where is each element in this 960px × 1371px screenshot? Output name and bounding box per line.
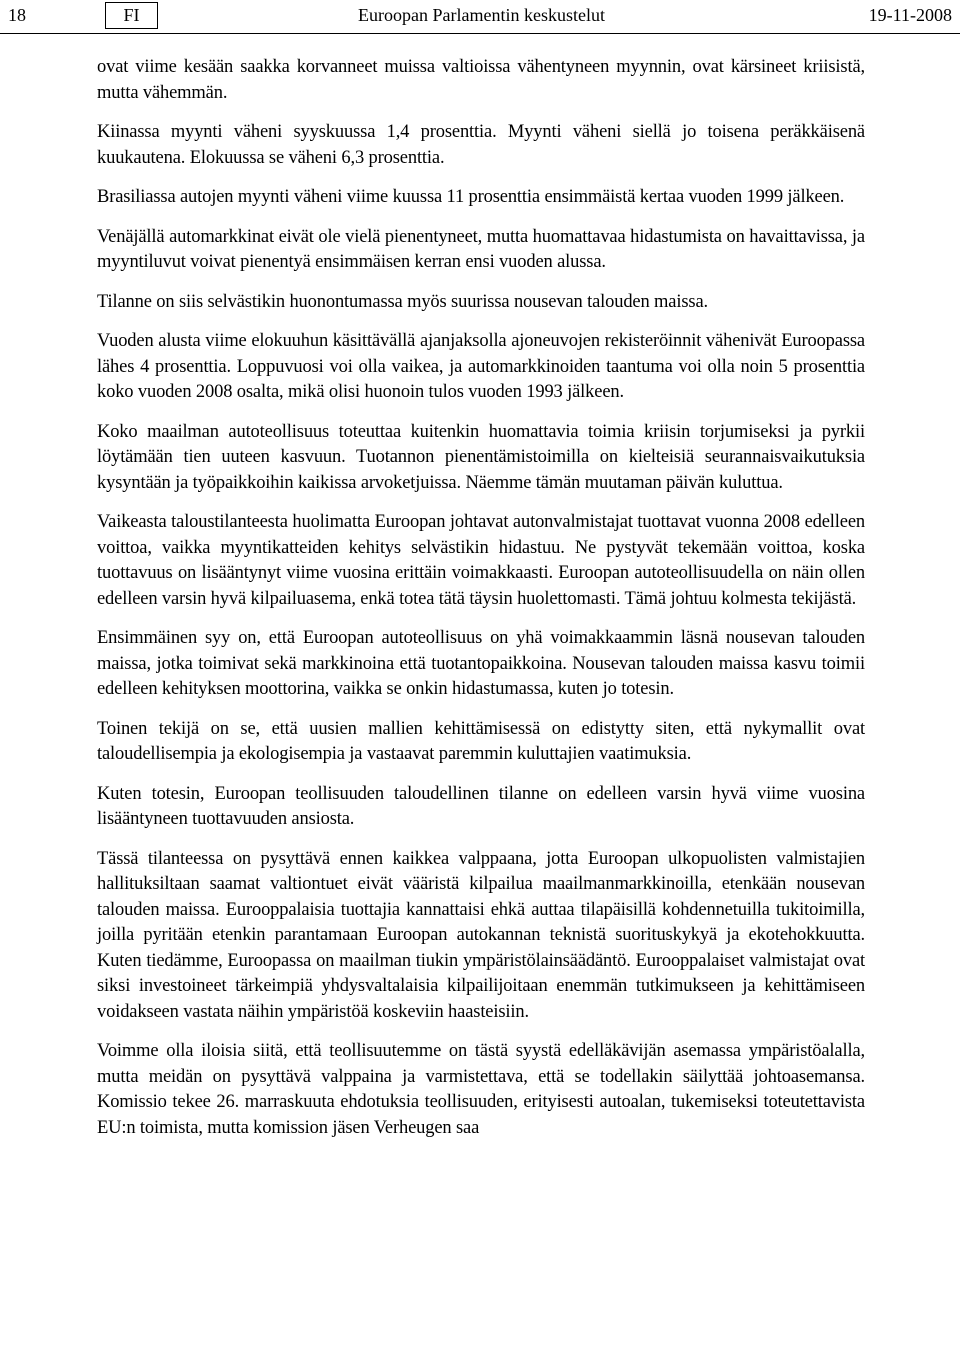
paragraph: Koko maailman autoteollisuus toteuttaa kuitenkin huomattavia toimia kriisin torjumiseksi ja pyrkii löytämään tien uuteen kasvuun. Tuotannon pienentämistoimilla on kielteisiä seurannaisvaikutuksia kysyntään ja työpaikkoihin kaikissa arvoketjuissa. Näemme tämän muutaman päivän kuluttua. <box>97 421 865 493</box>
page-number: 18 <box>8 5 26 25</box>
paragraph: Kuten totesin, Euroopan teollisuuden taloudellinen tilanne on edelleen varsin hyvä viime vuosina lisääntyneen tuottavuuden ansiosta. <box>97 783 865 829</box>
paragraph: Venäjällä automarkkinat eivät ole vielä pienentyneet, mutta huomattavaa hidastumista on havaittavissa, ja myyntiluvut voivat pienentyä ensimmäisen kerran ensi vuoden alussa. <box>97 226 865 272</box>
paragraph: ovat viime kesään saakka korvanneet muissa valtioissa vähentyneen myynnin, ovat kärsineet kriisistä, mutta vähemmän. <box>97 57 865 103</box>
paragraph: Kiinassa myynti väheni syyskuussa 1,4 prosenttia. Myynti väheni siellä jo toisena peräkkäisenä kuukautena. Elokuussa se väheni 6,3 prosenttia. <box>97 122 865 168</box>
paragraph: Brasiliassa autojen myynti väheni viime kuussa 11 prosenttia ensimmäistä kertaa vuoden 1999 jälkeen. <box>97 187 845 207</box>
paragraph: Tilanne on siis selvästikin huonontumassa myös suurissa nousevan talouden maissa. <box>97 291 708 312</box>
paragraph: Tässä tilanteessa on pysyttävä ennen kaikkea valppaana, jotta Euroopan ulkopuolisten valmistajien hallituksiltaan saamat valtiontuet eivät vääristä kilpailua maailmanmarkkinoilla, etenkään nousevan talouden maissa. Eurooppalaisia tuottajia kannattaisi ehkä auttaa tilapäisillä kohdennetuilla tukitoimilla, joilla pyritään etenkin parantamaan Euroopan autokannan teknistä suorituskykyä ja ekotehokkuutta. Kuten tiedämme, Euroopassa on maailman tiukin ympäristölainsäädäntö. Eurooppalaiset valmistajat ovat siksi investoineet tärkeimpiä yhdysvaltalaisia kilpailijoitaan enemmän tutkimukseen ja kehittämiseen voidakseen vastata näihin ympäristöä koskeviin haasteisiin. <box>97 848 865 1022</box>
paragraph: Vuoden alusta viime elokuuhun käsittävällä ajanjaksolla ajoneuvojen rekisteröinnit vähenivät Euroopassa lähes 4 prosenttia. Loppuvuosi voi olla vaikea, ja automarkkinoiden taantuma voi olla noin 5 prosenttia koko vuoden 2008 osalta, mikä olisi huonoin tulos vuoden 1993 jälkeen. <box>97 331 865 402</box>
paragraph: Voimme olla iloisia siitä, että teollisuutemme on tästä syystä edelläkävijän asemassa ympäristöalalla, mutta meidän on pysyttävä valppaina ja varmistettava, että se todellakin säilyttää johtoasemansa. Komissio tekee 26. marraskuuta ehdotuksia teollisuuden, erityisesti autoalan, tukemiseksi toteutettavista EU:n toimista, mutta komission jäsen Verheugen saa <box>97 1041 865 1138</box>
paragraph: Toinen tekijä on se, että uusien mallien kehittämisessä on edistytty siten, että nykymallit ovat taloudellisempia ja ekologisempia ja vastaavat paremmin kuluttajien vaatimuksia. <box>97 718 865 764</box>
paragraph: Ensimmäinen syy on, että Euroopan autoteollisuus on yhä voimakkaammin läsnä nousevan talouden maissa, jotka toimivat sekä markkinoina että tuotantopaikkoina. Nousevan talouden maissa kasvu toimii edelleen kehityksen moottorina, vaikka se onkin hidastumassa, kuten jo totesin. <box>97 628 865 699</box>
header-divider <box>0 33 960 34</box>
publication-date: 19-11-2008 <box>868 5 952 25</box>
publication-title: Euroopan Parlamentin keskustelut <box>358 5 605 25</box>
page-header <box>0 0 960 36</box>
language-code-box: FI <box>105 2 158 29</box>
document-body <box>97 55 865 1155</box>
paragraph: Vaikeasta taloustilanteesta huolimatta Euroopan johtavat autonvalmistajat tuottavat vuonna 2008 edelleen voittoa, vaikka myyntikatteiden kehitys selvästikin hidastuu. Ne pystyvät tekemään voittoa, koska tuottavuus on lisääntynyt viime vuosina erittäin voimakkaasti. Euroopan autoteollisuudella on näin ollen edelleen varsin hyvä kilpailuasema, enkä totea tätä täysin huolettomasti. Tämä johtuu kolmesta tekijästä. <box>97 512 865 609</box>
